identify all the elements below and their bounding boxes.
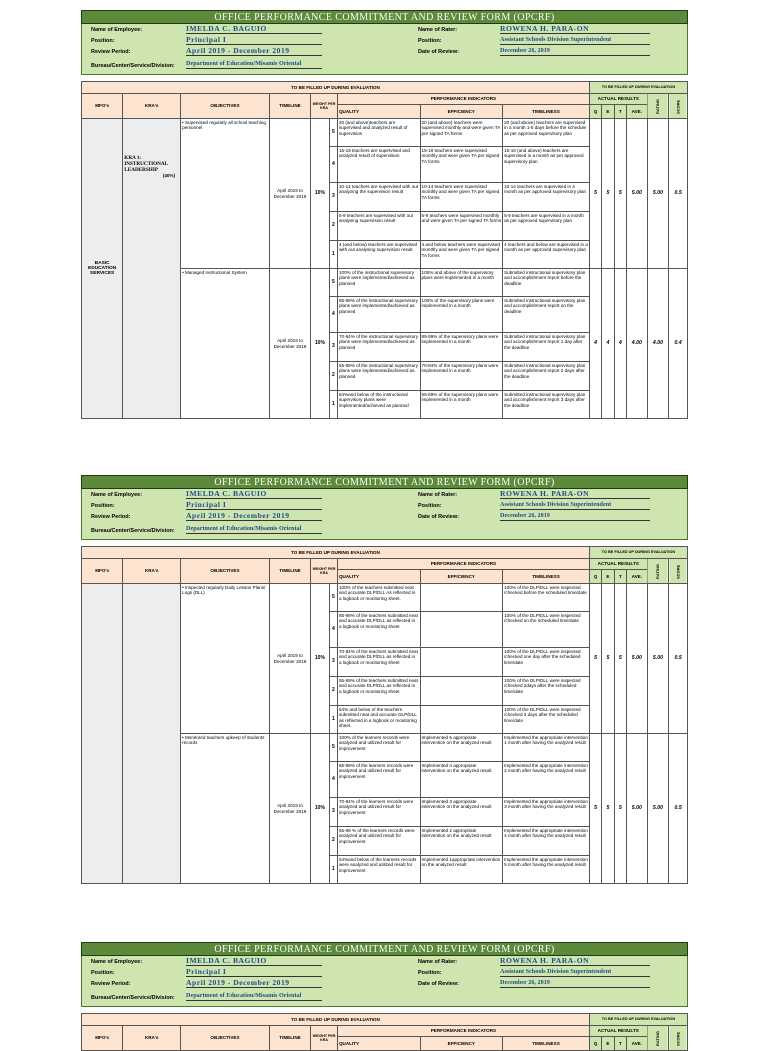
actual-results-header: ACTUAL RESULTS xyxy=(589,559,647,570)
objective-cell: • Managed Instructional System xyxy=(181,269,270,419)
review-period-label: Review Period: xyxy=(91,514,131,520)
timeliness-cell: 100% of the DLP/DLL were inspected /checked before the scheduled time/date xyxy=(503,584,590,612)
timeliness-header: TIMELINESS xyxy=(503,1037,590,1051)
rater-position-label: Position: xyxy=(418,970,442,976)
quality-cell: 55-69% of the instructional supervisory plans were implemented/achieved as planned xyxy=(337,362,420,391)
timeline-header: TIMELINE xyxy=(269,559,310,584)
actual-score-cell: 0.5 xyxy=(669,584,688,734)
timeliness-header: TIMELINESS xyxy=(503,570,590,584)
scale-cell: 3 xyxy=(329,648,337,677)
date-review-value: December 26, 2019 xyxy=(500,978,650,988)
scale-cell: 2 xyxy=(329,212,337,241)
filled-eval-header: TO BE FILLED UP DURING EVALUATION xyxy=(589,82,687,94)
quality-cell: 85-99% of the teachers submitted neat and accurate DLP/DLL as reflected in a logbook or monitoring sheet xyxy=(337,612,420,648)
actual-q-cell: 5 xyxy=(589,584,601,734)
weight-header: WEIGHT PER KRA xyxy=(311,1026,338,1051)
efficiency-cell: 20 (and above) teachers were supervised monthly and were given TA per signed TA forms xyxy=(420,119,503,147)
perf-indicators-header: PERFORMANCE INDICATORS xyxy=(337,94,589,105)
t-header: T xyxy=(614,570,626,584)
employee-info-panel xyxy=(81,956,688,1007)
scale-cell: 3 xyxy=(329,183,337,212)
opcrf-table-3 xyxy=(81,1013,688,1051)
review-period-label: Review Period: xyxy=(91,49,131,55)
efficiency-cell: 100% of the supervisory plans were implemented in a month xyxy=(420,297,503,333)
employee-value: IMELDA C. BAGUIO xyxy=(186,24,322,34)
timeliness-cell: 100% of the DLP/DLL were inspected /checked 3 days after the scheduled time/date xyxy=(503,706,590,734)
timeliness-cell: Submitted instructional supervisory plan and accomplishment report 3 days after the deadline xyxy=(503,391,590,419)
opcrf-table-1 xyxy=(81,81,688,419)
efficiency-cell: Implemented 2 appropriate intervention on the analyzed result xyxy=(420,827,503,856)
kra-cell xyxy=(123,119,181,419)
actual-ave-cell: 4.00 xyxy=(626,269,647,419)
quality-cell: 100% of the instructional supervisory plans were implemented/achieved as planned xyxy=(337,269,420,297)
actual-e-cell: 5 xyxy=(602,734,614,884)
efficiency-cell xyxy=(420,706,503,734)
timeliness-cell: 20 (and above) teachers are supervised in a month 1-5 days before the schedule as per approved supervisory plan xyxy=(503,119,590,147)
kra-text: KRA 1: INSTRUCTIONAL LEADERSHIP xyxy=(124,155,168,173)
scale-cell: 3 xyxy=(329,798,337,827)
scale-cell: 1 xyxy=(329,706,337,734)
quality-cell: 85-99% of the instructional supervisory plans were implemented/achieved as planned xyxy=(337,297,420,333)
objectives-header: OBJECTIVES xyxy=(181,1026,270,1051)
date-review-value: December 26, 2019 xyxy=(500,46,650,56)
date-review-label: Date of Review: xyxy=(418,981,459,987)
quality-cell: 20 (and above)teachers are supervised and analyzed result of supervision xyxy=(337,119,420,147)
efficiency-cell: Implemented 1appropriate intervention on the analyzed result xyxy=(420,856,503,884)
employee-info-panel xyxy=(81,24,688,75)
timeliness-cell: Implemented the appropriate intervention 4 month after having the analyzed result xyxy=(503,827,590,856)
quality-cell: 100% of the teachers submitted neat and accurate DLP/DLL As reflected in a logbook or monitoring sheet. xyxy=(337,584,420,612)
actual-q-cell: 5 xyxy=(589,119,601,269)
actual-t-cell: 5 xyxy=(614,584,626,734)
actual-ave-cell: 5.00 xyxy=(626,584,647,734)
quality-header: QUALITY xyxy=(337,105,420,119)
rater-position-label: Position: xyxy=(418,503,442,509)
efficiency-cell: 70-84% of the supervisory plans were implemented in a month xyxy=(420,362,503,391)
score-header: SCORE xyxy=(669,94,688,119)
quality-cell: 55-69% of the teachers submitted neat and accurate DLP/DLL as reflected in a logbook or monitoring sheet xyxy=(337,677,420,706)
filled-during-header: TO BE FILLED UP DURING EVALUATION xyxy=(82,82,590,94)
actual-ave-cell: 5.00 xyxy=(626,734,647,884)
efficiency-cell: 105% and above of the supervisory plans were implemented in a month xyxy=(420,269,503,297)
date-review-label: Date of Review: xyxy=(418,514,459,520)
rater-label: Name of Rater: xyxy=(418,492,458,498)
rater-position-value: Assistant Schools Division Superintendent xyxy=(500,500,650,510)
scale-cell: 5 xyxy=(329,269,337,297)
efficiency-header: EFFICIENCY xyxy=(420,105,503,119)
form-title: OFFICE PERFORMANCE COMMITMENT AND REVIEW FORM (OPCRF) xyxy=(81,10,688,24)
quality-cell: 15-19 teachers are supervised and analyzed result of supervision xyxy=(337,147,420,183)
employee-label: Name of Employee: xyxy=(91,492,143,498)
quality-cell: 70-84% of the instructional supervisory plans were implemented/achieved as planned xyxy=(337,333,420,362)
rater-label: Name of Rater: xyxy=(418,27,458,33)
quality-cell: 70-84% of the teachers submitted neat and accurate DLP/DLL as reflected in a logbook or monitoring sheet xyxy=(337,648,420,677)
bureau-value: Department of Education/Misamis Oriental xyxy=(186,524,322,534)
quality-cell: 4 (and below) teachers are supervised with out analysing supervision result xyxy=(337,241,420,269)
quality-cell: 85-99% of the learners records were analyzed and utilized result for improvement xyxy=(337,762,420,798)
actual-score-cell: 0.4 xyxy=(669,269,688,419)
efficiency-cell xyxy=(420,648,503,677)
timeliness-cell: Implemented the appropriate intervention 2 month after having the analyzed result xyxy=(503,762,590,798)
position-value: Principal I xyxy=(186,35,322,45)
actual-rating-cell: 5.00 xyxy=(647,584,669,734)
rater-label: Name of Rater: xyxy=(418,959,458,965)
rater-position-value: Assistant Schools Division Superintendent xyxy=(500,967,650,977)
quality-cell: 54%and below of the learners records were analyzed and utilized result for improvement xyxy=(337,856,420,884)
perf-indicators-header: PERFORMANCE INDICATORS xyxy=(337,559,589,570)
rating-header: RATING xyxy=(647,94,669,119)
weight-cell: 10% xyxy=(311,734,330,884)
efficiency-cell: 5-9 teachers were supervised monthly and were given TA per signed TA forms xyxy=(420,212,503,241)
efficiency-cell: 10-14 teachers were supervised monthly and were given TA per signed TA forms xyxy=(420,183,503,212)
timeliness-cell: Submitted instructional supervisory plan and accomplishment report before the deadline xyxy=(503,269,590,297)
actual-score-cell: 0.5 xyxy=(669,119,688,269)
rating-header: RATING xyxy=(647,1026,669,1051)
actual-e-cell: 5 xyxy=(602,584,614,734)
rater-value: ROWENA H. PARA-ON xyxy=(500,489,650,499)
mfo-cell xyxy=(82,584,123,884)
scale-cell: 4 xyxy=(329,612,337,648)
scale-cell: 5 xyxy=(329,734,337,762)
actual-rating-cell: 4.00 xyxy=(647,269,669,419)
timeline-cell: April 2019 to December 2019 xyxy=(269,269,310,419)
opcrf-page-2 xyxy=(81,475,688,884)
scale-cell: 2 xyxy=(329,362,337,391)
employee-info-panel xyxy=(81,489,688,540)
objective-cell: • Inspected regularly Daily Lesson Plans/ Logs (DLL) xyxy=(181,584,270,734)
actual-ave-cell: 5.00 xyxy=(626,119,647,269)
employee-value: IMELDA C. BAGUIO xyxy=(186,489,322,499)
efficiency-cell: 85-99% of the supervisory plans were implemented in a month xyxy=(420,333,503,362)
position-value: Principal I xyxy=(186,500,322,510)
position-label: Position: xyxy=(91,503,115,509)
rater-position-value: Assistant Schools Division Superintendent xyxy=(500,35,650,45)
scale-cell: 1 xyxy=(329,241,337,269)
employee-value: IMELDA C. BAGUIO xyxy=(186,956,322,966)
scale-cell: 4 xyxy=(329,147,337,183)
actual-e-cell: 5 xyxy=(602,119,614,269)
filled-eval-header: TO BE FILLED UP DURING EVALUATION xyxy=(589,547,687,559)
position-label: Position: xyxy=(91,970,115,976)
actual-score-cell: 0.5 xyxy=(669,734,688,884)
filled-during-header: TO BE FILLED UP DURING EVALUATION xyxy=(82,547,590,559)
perf-indicators-header: PERFORMANCE INDICATORS xyxy=(337,1026,589,1037)
timeliness-cell: 100% of the DLP/DLL were inspected /checked on the scheduled time/date xyxy=(503,612,590,648)
actual-results-header: ACTUAL RESULTS xyxy=(589,94,647,105)
score-header: SCORE xyxy=(669,559,688,584)
efficiency-cell: 55-69% of the supervisory plans were implemented in a month xyxy=(420,391,503,419)
t-header: T xyxy=(614,105,626,119)
scale-cell: 4 xyxy=(329,762,337,798)
weight-header: WEIGHT PER KRA xyxy=(311,559,338,584)
quality-cell: 5-9 teachers are supervised with out analysing supervision result xyxy=(337,212,420,241)
scale-cell: 5 xyxy=(329,584,337,612)
timeliness-cell: Implemented the appropriate intervention 1 month after having the analyzed result xyxy=(503,734,590,762)
opcrf-page-3 xyxy=(81,942,688,1051)
weight-cell: 10% xyxy=(311,269,330,419)
review-period-value: April 2019 - December 2019 xyxy=(186,978,322,988)
objective-cell: • Supervised regularly all school teaching personnel xyxy=(181,119,270,269)
quality-header: QUALITY xyxy=(337,1037,420,1051)
bureau-value: Department of Education/Misamis Oriental xyxy=(186,991,322,1001)
weight-header: WEIGHT PER KRA xyxy=(311,94,338,119)
timeliness-cell: Submitted instructional supervisory plan and accomplishment report 2 days after the deadline xyxy=(503,362,590,391)
q-header: Q xyxy=(589,570,601,584)
q-header: Q xyxy=(589,1037,601,1051)
filled-eval-header: TO BE FILLED UP DURING EVALUATION xyxy=(589,1014,687,1026)
timeliness-cell: 100% of the DLP/DLL were inspected /checked one day after the scheduled time/date xyxy=(503,648,590,677)
efficiency-cell xyxy=(420,584,503,612)
efficiency-cell: Implemented 3 appropriate intervention on the analyzed result xyxy=(420,798,503,827)
e-header: E xyxy=(602,105,614,119)
bureau-label: Bureau/Center/Service/Division: xyxy=(91,63,175,69)
scale-cell: 4 xyxy=(329,297,337,333)
e-header: E xyxy=(602,570,614,584)
opcrf-table-2 xyxy=(81,546,688,884)
quality-cell: 70-84% of the learners records were analyzed and utilized result for improvement xyxy=(337,798,420,827)
bureau-value: Department of Education/Misamis Oriental xyxy=(186,59,322,69)
rating-header: RATING xyxy=(647,559,669,584)
opcrf-page-1 xyxy=(81,10,688,419)
objective-text: Inspected regularly Daily Lesson Plans/ Logs (DLL) xyxy=(182,585,266,596)
efficiency-cell: 4 and below teachers were supervised monthly and were given TA per signed TA forms xyxy=(420,241,503,269)
timeline-cell: April 2019 to December 2019 xyxy=(269,734,310,884)
date-review-label: Date of Review: xyxy=(418,49,459,55)
timeliness-cell: 4 teachers and below are supervised in a month as per approved supervisory plan xyxy=(503,241,590,269)
quality-cell: 10-14 teachers are supervised with out analyzing the supervision result xyxy=(337,183,420,212)
timeliness-cell: 100% of the DLP/DLL were inspected /checked 2days after the scheduled time/date xyxy=(503,677,590,706)
scale-cell: 5 xyxy=(329,119,337,147)
kra-header: KRA's xyxy=(123,94,181,119)
employee-label: Name of Employee: xyxy=(91,27,143,33)
objective-cell: • Monitored teachers upkeep of students records xyxy=(181,734,270,884)
e-header: E xyxy=(602,1037,614,1051)
timeline-cell: April 2019 to December 2019 xyxy=(269,584,310,734)
objectives-header: OBJECTIVES xyxy=(181,94,270,119)
objective-text: Managed Instructional System xyxy=(184,270,247,275)
actual-results-header: ACTUAL RESULTS xyxy=(589,1026,647,1037)
timeliness-header: TIMELINESS xyxy=(503,105,590,119)
review-period-value: April 2019 - December 2019 xyxy=(186,511,322,521)
actual-rating-cell: 5.00 xyxy=(647,119,669,269)
quality-cell: 54%and below of the instructional supervisory plans were implemented/achieved as planned xyxy=(337,391,420,419)
efficiency-cell: Implemented 4 appropriate intervention on the analyzed result xyxy=(420,762,503,798)
timeline-header: TIMELINE xyxy=(269,94,310,119)
actual-e-cell: 4 xyxy=(602,269,614,419)
actual-t-cell: 5 xyxy=(614,119,626,269)
kra-percent: (40%) xyxy=(162,173,176,178)
timeliness-cell: Implemented the appropriate intervention 3 month after having the analyzed result xyxy=(503,798,590,827)
mfo-header: MFO's xyxy=(82,1026,123,1051)
date-review-value: December 26, 2019 xyxy=(500,511,650,521)
scale-cell: 2 xyxy=(329,827,337,856)
bureau-label: Bureau/Center/Service/Division: xyxy=(91,528,175,534)
timeliness-cell: Implemented the appropriate intervention 5 month after having the analyzed result xyxy=(503,856,590,884)
rater-position-label: Position: xyxy=(418,38,442,44)
efficiency-cell: Implemented 5 appropriate intervention on the analyzed result xyxy=(420,734,503,762)
position-value: Principal I xyxy=(186,967,322,977)
timeline-header: TIMELINE xyxy=(269,1026,310,1051)
score-header: SCORE xyxy=(669,1026,688,1051)
timeliness-cell: 5-9 teachers are supervised in a month as per approved supervisory plan xyxy=(503,212,590,241)
rater-value: ROWENA H. PARA-ON xyxy=(500,24,650,34)
rater-value: ROWENA H. PARA-ON xyxy=(500,956,650,966)
quality-cell: 54% and below of the teachers submitted neat and accurate DLP/DLL as reflected in a logbook or monitoring sheet. xyxy=(337,706,420,734)
actual-q-cell: 5 xyxy=(589,734,601,884)
employee-label: Name of Employee: xyxy=(91,959,143,965)
timeliness-cell: Submitted instructional supervisory plan and accomplishment report on the deadline xyxy=(503,297,590,333)
quality-header: QUALITY xyxy=(337,570,420,584)
objectives-header: OBJECTIVES xyxy=(181,559,270,584)
kra-cell xyxy=(123,584,181,884)
ave-header: AVE. xyxy=(626,105,647,119)
actual-t-cell: 5 xyxy=(614,734,626,884)
scale-cell: 1 xyxy=(329,856,337,884)
efficiency-header: EFFICIENCY xyxy=(420,1037,503,1051)
scale-cell: 3 xyxy=(329,333,337,362)
scale-cell: 1 xyxy=(329,391,337,419)
actual-t-cell: 4 xyxy=(614,269,626,419)
form-title: OFFICE PERFORMANCE COMMITMENT AND REVIEW FORM (OPCRF) xyxy=(81,475,688,489)
mfo-header: MFO's xyxy=(82,559,123,584)
quality-cell: 55-69 % of the learners records were analyzed and utilized result for improvement xyxy=(337,827,420,856)
efficiency-cell xyxy=(420,677,503,706)
form-title: OFFICE PERFORMANCE COMMITMENT AND REVIEW FORM (OPCRF) xyxy=(81,942,688,956)
position-label: Position: xyxy=(91,38,115,44)
timeline-cell: April 2019 to December 2019 xyxy=(269,119,310,269)
filled-during-header: TO BE FILLED UP DURING EVALUATION xyxy=(82,1014,590,1026)
timeliness-cell: 10-14 teachers are supervised in 4 month as per approved supervisory plan xyxy=(503,183,590,212)
mfo-header: MFO's xyxy=(82,94,123,119)
actual-rating-cell: 5.00 xyxy=(647,734,669,884)
weight-cell: 10% xyxy=(311,119,330,269)
timeliness-cell: 15-19 (and above) teachers are supervised in a month as per approved supervisory plan xyxy=(503,147,590,183)
objective-text: Supervised regularly all school teaching personnel xyxy=(182,120,266,131)
indicator-row xyxy=(82,119,688,147)
objective-text: Monitored teachers upkeep of students records xyxy=(182,735,265,746)
scale-cell: 2 xyxy=(329,677,337,706)
efficiency-cell: 15-19 teachers were supervised monthly and were given TA per signed TA forms xyxy=(420,147,503,183)
ave-header: AVE. xyxy=(626,570,647,584)
indicator-row xyxy=(82,584,688,612)
review-period-value: April 2019 - December 2019 xyxy=(186,46,322,56)
efficiency-header: EFFICIENCY xyxy=(420,570,503,584)
bureau-label: Bureau/Center/Service/Division: xyxy=(91,995,175,1001)
timeliness-cell: Submitted instructional supervisory plan and accomplishment report 1 day after the deadline xyxy=(503,333,590,362)
efficiency-cell xyxy=(420,612,503,648)
q-header: Q xyxy=(589,105,601,119)
review-period-label: Review Period: xyxy=(91,981,131,987)
ave-header: AVE. xyxy=(626,1037,647,1051)
actual-q-cell: 4 xyxy=(589,269,601,419)
quality-cell: 100% of the learners records were analyzed and utilized result for improvement xyxy=(337,734,420,762)
t-header: T xyxy=(614,1037,626,1051)
kra-header: KRA's xyxy=(123,1026,181,1051)
mfo-cell: BASIC EDUCATION SERVICES xyxy=(82,119,123,419)
kra-header: KRA's xyxy=(123,559,181,584)
weight-cell: 10% xyxy=(311,584,330,734)
